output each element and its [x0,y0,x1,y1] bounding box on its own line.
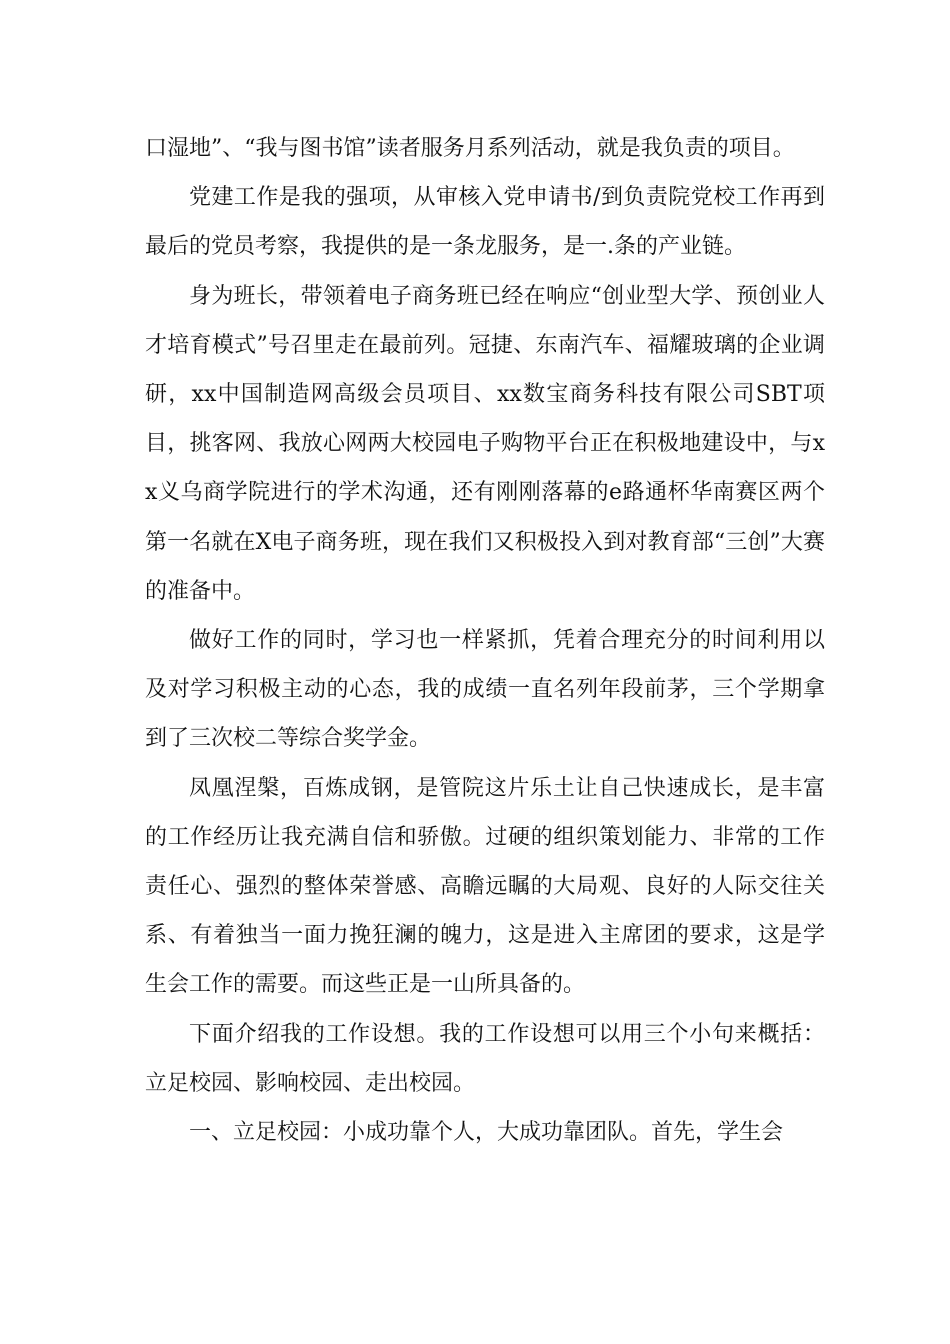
paragraph-plan-one: 一、立足校园：小成功靠个人，大成功靠团队。首先，学生会 [189,1120,784,1146]
paragraph-growth: 凤凰涅槃，百炼成钢，是管院这片乐土让自己快速成长，是丰富的工作经历让我充满自信和骄傲。过硬的组织策划能力、非常的工作责任心、强烈的整体荣誉感、高瞻远瞩的大局观、良好的人际交往关系、有着独当一面力挽狂澜的魄力，这是进入主席团的要求，这是学生会工作的需要。而这些正是一山所具备的。 [145,775,825,998]
paragraph-continuation: 口湿地”、“我与图书馆”读者服务月系列活动，就是我负责的项目。 [145,136,795,161]
document-page [145,124,825,1157]
paragraph-class-monitor: 身为班长，带领着电子商务班已经在响应“创业型大学、预创业人才培育模式”号召里走在最前列。冠捷、东南汽车、福耀玻璃的企业调研，xx中国制造网高级会员项目、xx数宝商务科技有限公司SBT项目，挑客网、我放心网两大校园电子购物平台正在积极地建设中，与xx义乌商学院进行的学术沟通，还有刚刚落幕的e路通杯华南赛区两个第一名就在X电子商务班，现在我们又积极投入到对教育部“三创”大赛的准备中。 [145,283,825,604]
paragraph-work-plan-intro: 下面介绍我的工作设想。我的工作设想可以用三个小句来概括：立足校园、影响校园、走出校园。 [145,1021,825,1096]
paragraph-party-building: 党建工作是我的强项，从审核入党申请书/到负责院党校工作再到最后的党员考察，我提供的是一条龙服务，是一.条的产业链。 [145,185,825,260]
paragraph-study: 做好工作的同时，学习也一样紧抓，凭着合理充分的时间利用以及对学习积极主动的心态，我的成绩一直名列年段前茅，三个学期拿到了三次校二等综合奖学金。 [145,628,825,752]
